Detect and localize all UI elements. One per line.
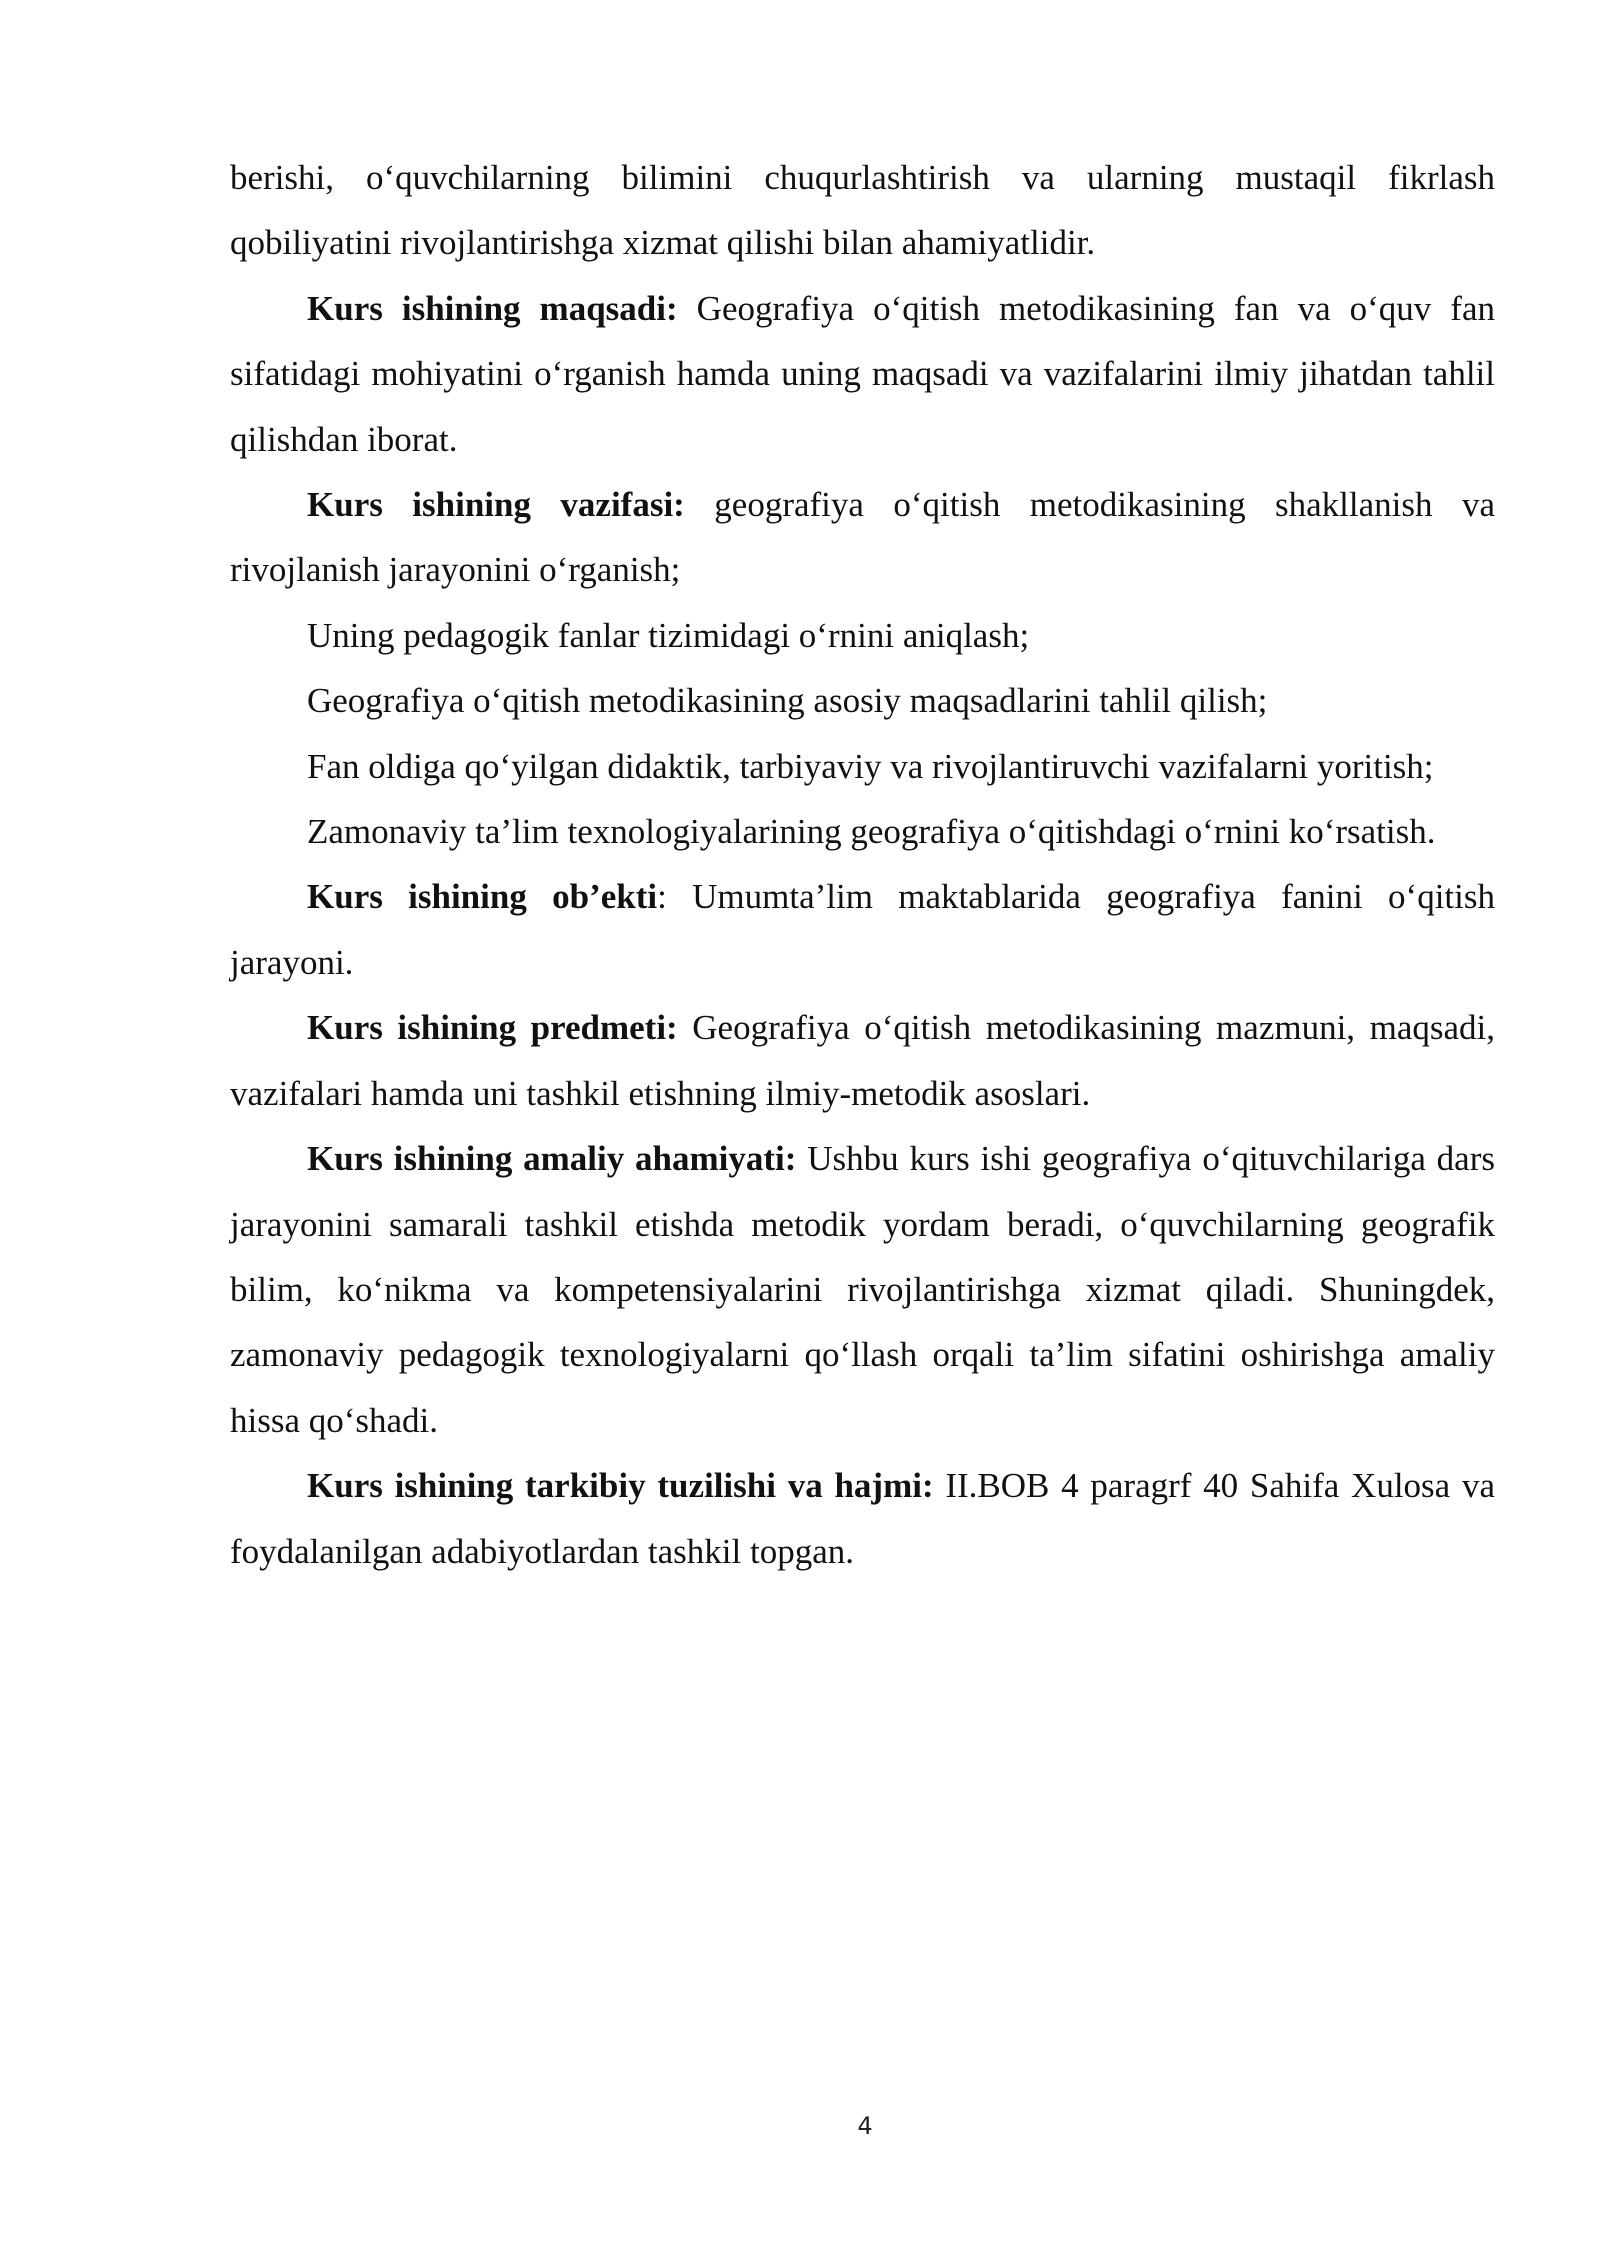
task-item xyxy=(230,603,1495,668)
paragraph-label: Kurs ishining predmeti: xyxy=(307,1008,678,1048)
paragraph-text: berishi, o‘quvchilarning bilimini chuqurlashtirish va ularning mustaqil fikrlash qobiliyatini rivojlantirishga xizmat qilishi bilan ahamiyatlidir. xyxy=(230,158,1495,263)
paragraph-label: Kurs ishining vazifasi: xyxy=(307,485,685,525)
paragraph-text: Fan oldiga qo‘yilgan didaktik, tarbiyaviy va rivojlantiruvchi vazifalarni yoritish; xyxy=(307,746,1434,786)
paragraph-label: Kurs ishining maqsadi: xyxy=(307,288,678,328)
paragraph-text: : Umumta’lim maktablarida geografiya fanini o‘qitish jarayoni. xyxy=(230,877,1495,982)
paragraph-continuation xyxy=(230,145,1495,276)
paragraph-label: Kurs ishining ob’ekti xyxy=(307,877,658,917)
paragraph-structure xyxy=(230,1453,1495,1584)
paragraph-tasks xyxy=(230,472,1495,603)
task-item xyxy=(230,734,1495,799)
paragraph-subject xyxy=(230,995,1495,1126)
paragraph-text: Geografiya o‘qitish metodikasining asosiy maqsadlarini tahlil qilish; xyxy=(307,681,1268,721)
paragraph-text: II.BOB 4 paragrf 40 Sahifa Xulosa va foydalanilgan adabiyotlardan tashkil topgan. xyxy=(230,1466,1495,1571)
paragraph-practical-significance xyxy=(230,1126,1495,1453)
paragraph-object xyxy=(230,864,1495,995)
paragraph-text: Geografiya o‘qitish metodikasining fan va o‘quv fan sifatidagi mohiyatini o‘rganish hamda uning maqsadi va vazifalarini ilmiy jihatdan tahlil qilishdan iborat. xyxy=(230,288,1495,459)
paragraph-text: geografiya o‘qitish metodikasining shakllanish va rivojlanish jarayonini o‘rganish; xyxy=(230,485,1495,590)
task-item xyxy=(230,799,1495,864)
document-body xyxy=(230,145,1495,1584)
paragraph-text: Geografiya o‘qitish metodikasining mazmuni, maqsadi, vazifalari hamda uni tashkil etishning ilmiy-metodik asoslari. xyxy=(230,1008,1495,1113)
paragraph-aim xyxy=(230,276,1495,472)
task-item xyxy=(230,668,1495,733)
paragraph-label: Kurs ishining tarkibiy tuzilishi va hajmi: xyxy=(307,1466,934,1506)
paragraph-text: Uning pedagogik fanlar tizimidagi o‘rnini aniqlash; xyxy=(307,615,1030,655)
page-number: 4 xyxy=(857,2112,873,2140)
paragraph-text: Zamonaviy ta’lim texnologiyalarining geografiya o‘qitishdagi o‘rnini ko‘rsatish. xyxy=(307,812,1436,852)
paragraph-label: Kurs ishining amaliy ahamiyati: xyxy=(307,1139,797,1179)
paragraph-text: Ushbu kurs ishi geografiya o‘qituvchilariga dars jarayonini samarali tashkil etishda metodik yordam beradi, o‘quvchilarning geografik bilim, ko‘nikma va kompetensiyalarini rivojlantirishga xizmat qiladi. Shuningdek, zamonaviy pedagogik texnologiyalarni qo‘llash orqali ta’lim sifatini oshirishga amaliy hissa qo‘shadi. xyxy=(230,1139,1495,1440)
